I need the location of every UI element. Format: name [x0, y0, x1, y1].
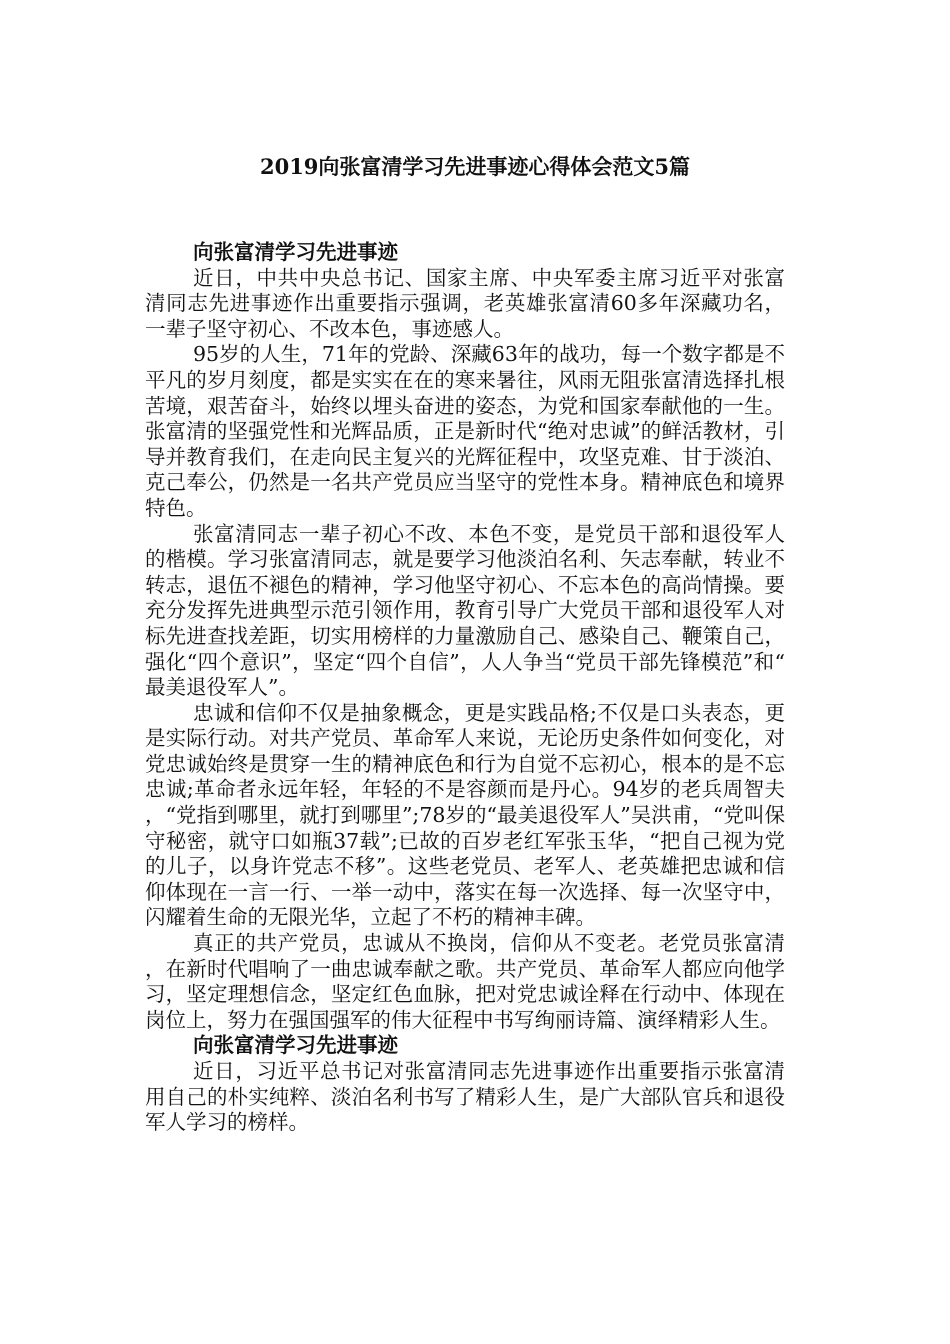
section-heading: 向张富清学习先进事迹 — [193, 1033, 398, 1058]
paragraph: 95岁的人生，71年的党龄、深藏63年的战功，每一个数字都是不平凡的岁月刻度，都是实实在在的寒来暑往，风雨无阻张富清选择扎根苦境，艰苦奋斗，始终以埋头奋进的姿态，为党和国家奉献他的一生。张富清的坚强党性和光辉品质，正是新时代“绝对忠诚”的鲜活教材，引导并教育我们，在走向民主复兴的光辉征程中，攻坚克难、甘于淡泊、克己奉公，仍然是一名共产党员应当坚守的党性本身。精神底色和境界特色。 — [145, 342, 785, 520]
paragraph: 近日，习近平总书记对张富清同志先进事迹作出重要指示张富清用自己的朴实纯粹、淡泊名利书写了精彩人生，是广大部队官兵和退役军人学习的榜样。 — [145, 1059, 785, 1135]
paragraph: 真正的共产党员，忠诚从不换岗，信仰从不变老。老党员张富清，在新时代唱响了一曲忠诚奉献之歌。共产党员、革命军人都应向他学习，坚定理想信念，坚定红色血脉，把对党忠诚诠释在行动中、体现在岗位上，努力在强国强军的伟大征程中书写绚丽诗篇、演绎精彩人生。 — [145, 931, 785, 1032]
document-title: 2019向张富清学习先进事迹心得体会范文5篇 — [259, 154, 691, 179]
section-heading: 向张富清学习先进事迹 — [193, 240, 398, 264]
paragraph: 近日，中共中央总书记、国家主席、中央军委主席习近平对张富清同志先进事迹作出重要指示强调，老英雄张富清60多年深藏功名，一辈子坚守初心、不改本色，事迹感人。 — [145, 265, 785, 341]
document-body — [145, 240, 785, 1136]
paragraph: 忠诚和信仰不仅是抽象概念，更是实践品格;不仅是口头表态，更是实际行动。对共产党员、革命军人来说，无论历史条件如何变化，对党忠诚始终是贯穿一生的精神底色和行为自觉不忘初心，根本的是不忘忠诚;革命者永远年轻，年轻的不是容颜而是丹心。94岁的老兵周智夫，“党指到哪里，就打到哪里”;78岁的“最美退役军人”吴洪甫，“党叫保守秘密，就守口如瓶37载”;已故的百岁老红军张玉华，“把自己视为党的儿子，以身许党志不移”。这些老党员、老军人、老英雄把忠诚和信仰体现在一言一行、一举一动中，落实在每一次选择、每一次坚守中，闪耀着生命的无限光华，立起了不朽的精神丰碑。 — [145, 700, 785, 930]
paragraph: 张富清同志一辈子初心不改、本色不变，是党员干部和退役军人的楷模。学习张富清同志，就是要学习他淡泊名利、矢志奉献，转业不转志，退伍不褪色的精神，学习他坚守初心、不忘本色的高尚情操。要充分发挥先进典型示范引领作用，教育引导广大党员干部和退役军人对标先进查找差距，切实用榜样的力量激励自己、感染自己、鞭策自己，强化“四个意识”，坚定“四个自信”，人人争当“党员干部先锋模范”和“最美退役军人”。 — [145, 521, 785, 700]
